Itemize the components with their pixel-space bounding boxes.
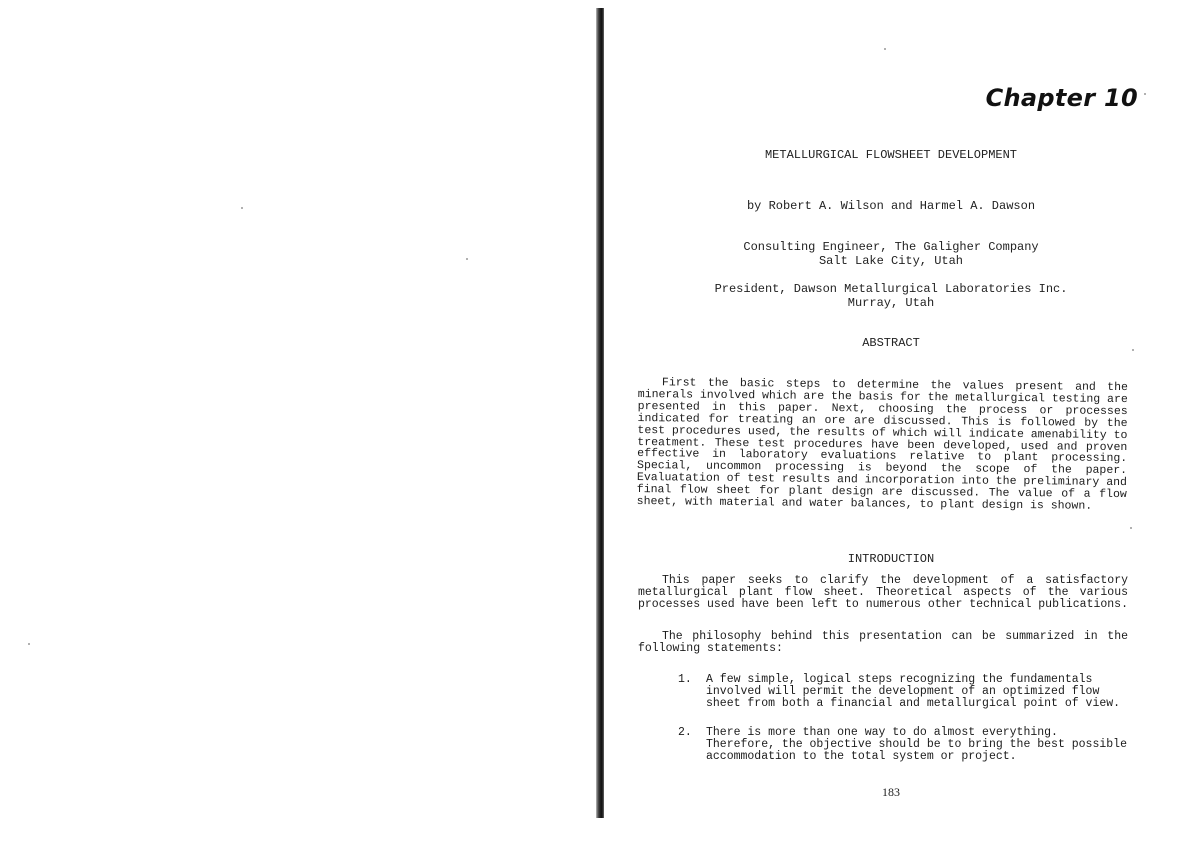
paper-speck	[1130, 527, 1132, 529]
statement-number: 2.	[678, 726, 692, 739]
introduction-paragraph	[638, 575, 1128, 611]
book-gutter-shadow	[596, 8, 604, 818]
statement-text: A few simple, logical steps recognizing the fundamentals involved will permit the development of an optimized flow sheet from both a financial and metallurgical point of view.	[706, 673, 1121, 710]
abstract-heading: ABSTRACT	[862, 336, 920, 350]
statement-list-item	[678, 674, 1128, 722]
paper-speck	[28, 643, 30, 645]
abstract-text: First the basic steps to determine the values present and the minerals involved which are the basis for the metallurgical testing are presented in this paper. Next, choosing the process or processes indicated for treating an ore are discussed. This is followed by the test procedures used, the results of which will indicate amenability to treatment. These test procedures have been developed, used and proven effective in laboratory evaluations relative to plant processing. Special, uncommon processing is beyond the scope of the paper. Evaluatation of test results and incorporation into the preliminary and final flow sheet for plant design are discussed. The value of a flow sheet, with material and water balances, to plant design is shown.	[636, 376, 1128, 513]
paper-speck	[884, 48, 886, 50]
right-page	[606, 0, 1200, 841]
page-number: 183	[882, 785, 900, 799]
affiliation-dawson	[606, 282, 1176, 310]
paper-speck	[1132, 349, 1134, 351]
philosophy-text: The philosophy behind this presentation can be summarized in the following statements:	[638, 630, 1128, 655]
introduction-text: This paper seeks to clarify the development of a satisfactory metallurgical plant flow sheet. Theoretical aspects of the various processes used have been left to numerous other technical publications.	[638, 574, 1128, 611]
abstract-paragraph	[637, 377, 1128, 513]
paper-speck	[1144, 93, 1146, 95]
paper-title: METALLURGICAL FLOWSHEET DEVELOPMENT	[764, 148, 1018, 162]
statement-number: 1.	[678, 673, 692, 686]
statement-list-item	[678, 727, 1128, 775]
affiliation-line: Murray, Utah	[847, 296, 935, 310]
affiliation-line: President, Dawson Metallurgical Laboratories Inc.	[714, 282, 1068, 296]
affiliation-galigher	[606, 240, 1176, 268]
paper-authors: by Robert A. Wilson and Harmel A. Dawson	[746, 199, 1036, 213]
affiliation-line: Consulting Engineer, The Galigher Company	[743, 240, 1039, 254]
statement-text: There is more than one way to do almost everything. Therefore, the objective should be to bring the best possible accommodation to the total system or project.	[706, 726, 1127, 763]
left-page-blank	[0, 0, 598, 841]
paper-speck	[466, 258, 468, 260]
chapter-heading: Chapter 10	[985, 84, 1138, 112]
philosophy-paragraph	[638, 631, 1128, 655]
introduction-heading: INTRODUCTION	[847, 552, 935, 566]
paper-speck	[241, 207, 243, 209]
affiliation-line: Salt Lake City, Utah	[818, 254, 964, 268]
